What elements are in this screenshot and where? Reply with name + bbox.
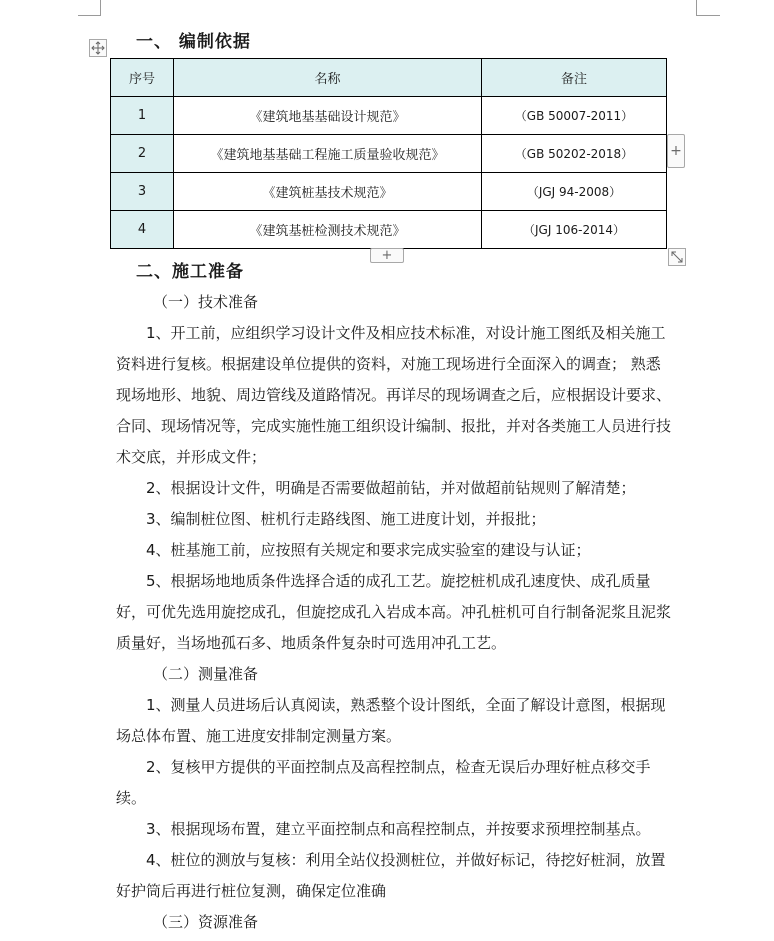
subheading-survey: （二）测量准备 — [153, 665, 259, 683]
table-row — [111, 135, 667, 173]
paragraph: 3、编制桩位图、桩机行走路线图、施工进度计划，并报批； — [146, 510, 546, 528]
resize-handle-icon[interactable] — [668, 248, 686, 266]
header-no: 序号 — [111, 59, 174, 97]
table-row — [111, 211, 667, 249]
paragraph: 1、测量人员进场后认真阅读，熟悉整个设计图纸，全面了解设计意图，根据现场总体布置、施工进度安排制定测量方案。 — [116, 696, 666, 745]
paragraph: 3、根据现场布置，建立平面控制点和高程控制点，并按要求预埋控制基点。 — [146, 820, 651, 838]
resize-arrow-icon — [671, 251, 683, 263]
header-name: 名称 — [174, 59, 482, 97]
section-heading-preparation: 二、施工准备 — [136, 262, 244, 282]
cell-name: 《建筑桩基技术规范》 — [174, 173, 482, 211]
subheading-resources: （三）资源准备 — [153, 913, 259, 931]
cell-note: （JGJ 94-2008） — [482, 173, 667, 211]
cell-no: 4 — [111, 211, 174, 249]
cell-name: 《建筑基桩检测技术规范》 — [174, 211, 482, 249]
move-arrows-icon — [91, 41, 105, 55]
cell-note: （GB 50202-2018） — [482, 135, 667, 173]
paragraph: 5、根据场地地质条件选择合适的成孔工艺。旋挖桩机成孔速度快、成孔质量好，可优先选用旋挖成孔，但旋挖成孔入岩成本高。冲孔桩机可自行制备泥浆且泥浆质量好，当场地孤石多、地质条件复杂时可选用冲孔工艺。 — [116, 572, 672, 652]
paragraph: 1、开工前，应组织学习设计文件及相应技术标准，对设计施工图纸及相关施工资料进行复核。根据建设单位提供的资料，对施工现场进行全面深入的调查； 熟悉现场地形、地貌、周边管线及道路情况。再详尽的现场调查之后，应根据设计要求、合同、现场情况等，完成实施性施工组织设计编制、报批，并对各类施工人员进行技术交底，并形成文件； — [116, 324, 672, 466]
section-heading-basis: 一、 编制依据 — [136, 32, 251, 52]
table-header-row — [111, 59, 667, 97]
paragraph: 2、复核甲方提供的平面控制点及高程控制点，检查无误后办理好桩点移交手续。 — [116, 758, 651, 807]
cell-no: 1 — [111, 97, 174, 135]
crop-mark-top-left-h — [78, 15, 101, 16]
header-note: 备注 — [482, 59, 667, 97]
add-row-icon[interactable]: + — [370, 248, 404, 263]
cell-no: 2 — [111, 135, 174, 173]
cell-note: （JGJ 106-2014） — [482, 211, 667, 249]
move-handle-icon[interactable] — [89, 39, 107, 57]
subheading-technical: （一）技术准备 — [153, 293, 259, 311]
paragraph: 4、桩基施工前，应按照有关规定和要求完成实验室的建设与认证； — [146, 541, 591, 559]
crop-mark-top-left-v — [100, 0, 101, 16]
cell-note: （GB 50007-2011） — [482, 97, 667, 135]
cell-name: 《建筑地基基础设计规范》 — [174, 97, 482, 135]
add-column-icon[interactable]: + — [667, 134, 685, 168]
crop-mark-top-right-v — [696, 0, 697, 16]
paragraph: 2、根据设计文件，明确是否需要做超前钻，并对做超前钻规则了解清楚； — [146, 479, 636, 497]
paragraph: 4、桩位的测放与复核：利用全站仪投测桩位，并做好标记，待挖好桩洞，放置好护筒后再进行桩位复测，确保定位准确 — [116, 851, 666, 900]
table-row — [111, 97, 667, 135]
crop-mark-top-right-h — [696, 15, 720, 16]
cell-no: 3 — [111, 173, 174, 211]
table-row — [111, 173, 667, 211]
cell-name: 《建筑地基基础工程施工质量验收规范》 — [174, 135, 482, 173]
spec-table — [110, 58, 667, 249]
